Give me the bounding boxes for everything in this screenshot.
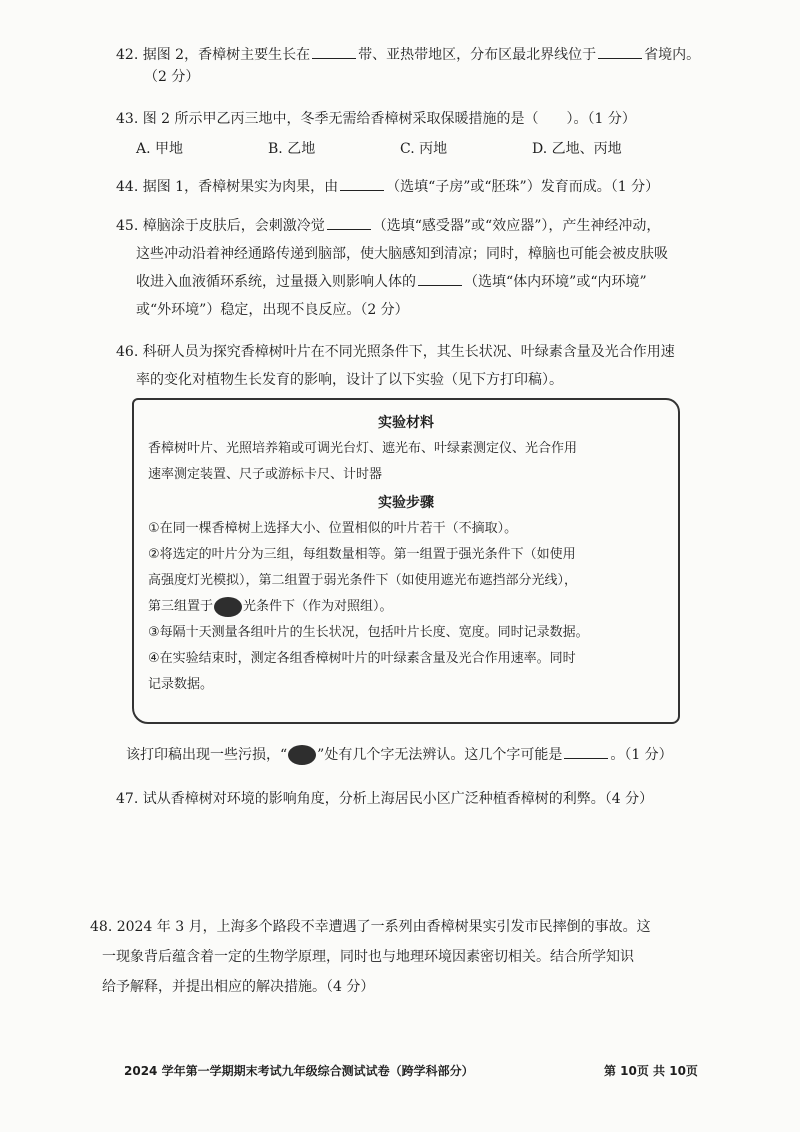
question-46 xyxy=(116,338,716,394)
q45-text-3a: 收进入血液循环系统，过量摄入则影响人体的 xyxy=(136,274,416,290)
step-2c-2: 光条件下（作为对照组）。 xyxy=(243,599,393,614)
q46-after-2: ”处有几个字无法辨认。这几个字可能是 xyxy=(317,747,563,763)
q42-blank-2[interactable] xyxy=(598,44,642,59)
q43-stem: 43. 图 2 所示甲乙丙三地中，冬季无需给香樟树采取保暖措施的是（ ）。（1 分） xyxy=(116,111,636,127)
q45-blank-1[interactable] xyxy=(327,215,371,230)
q48-text-2: 一现象背后蕴含着一定的生物学原理，同时也与地理环境因素密切相关。结合所学知识 xyxy=(102,949,634,965)
q42-score: （2 分） xyxy=(144,69,200,85)
q48-text-3: 给予解释，并提出相应的解决措施。（4 分） xyxy=(102,979,375,995)
q47-text: 47. 试从香樟树对环境的影响角度，分析上海居民小区广泛种植香樟树的利弊。（4 分） xyxy=(116,791,654,807)
step-4a: ④在实验结束时，测定各组香樟树叶片的叶绿素含量及光合作用速率。同时 xyxy=(148,651,576,666)
q45-text-1b: （选填“感受器”或“效应器”），产生神经冲动， xyxy=(372,218,661,234)
step-1: ①在同一棵香樟树上选择大小、位置相似的叶片若干（不摘取）。 xyxy=(148,521,518,536)
question-45 xyxy=(116,212,716,324)
question-42 xyxy=(116,44,716,88)
question-48 xyxy=(90,912,720,1002)
step-3: ③每隔十天测量各组叶片的生长状况，包括叶片长度、宽度。同时记录数据。 xyxy=(148,625,589,640)
q43-option-a[interactable]: A. 甲地 xyxy=(136,141,184,157)
question-47 xyxy=(116,788,716,810)
q44-blank[interactable] xyxy=(340,176,384,191)
question-43 xyxy=(116,108,716,160)
ink-stain-icon xyxy=(214,597,242,617)
q42-text-2: 带、亚热带地区，分布区最北界线位于 xyxy=(358,47,597,63)
q45-text-2: 这些冲动沿着神经通路传递到脑部，使大脑感知到清凉；同时，樟脑也可能会被皮肤吸 xyxy=(136,246,668,262)
q44-text-1: 44. 据图 1，香樟树果实为肉果，由 xyxy=(116,179,339,195)
step-2a: ②将选定的叶片分为三组，每组数量相等。第一组置于强光条件下（如使用 xyxy=(148,547,576,562)
step-2c-1: 第三组置于 xyxy=(148,599,214,614)
q45-text-1a: 45. 樟脑涂于皮肤后，会刺激冷觉 xyxy=(116,218,325,234)
q44-text-2: （选填“子房”或“胚珠”）发育而成。（1 分） xyxy=(386,179,660,195)
q43-options xyxy=(116,138,716,160)
q46-text-1: 46. 科研人员为探究香樟树叶片在不同光照条件下，其生长状况、叶绿素含量及光合作用速 xyxy=(116,344,675,360)
q45-text-3b: （选填“体内环境”或“内环境” xyxy=(464,274,647,290)
question-44 xyxy=(116,176,716,198)
q48-text-1: 48. 2024 年 3 月，上海多个路段不幸遭遇了一系列由香樟树果实引发市民摔倒的事故。这 xyxy=(90,919,651,935)
q42-blank-1[interactable] xyxy=(312,44,356,59)
q45-text-4: 或“外环境”）稳定，出现不良反应。（2 分） xyxy=(136,302,409,318)
materials-line-2: 速率测定装置、尺子或游标卡尺、计时器 xyxy=(148,467,383,482)
q42-text-3: 省境内。 xyxy=(644,47,701,63)
q46-blank[interactable] xyxy=(564,744,608,759)
q42-text-1: 42. 据图 2，香樟树主要生长在 xyxy=(116,47,311,63)
page-footer xyxy=(124,1062,724,1079)
materials-line-1: 香樟树叶片、光照培养箱或可调光台灯、遮光布、叶绿素测定仪、光合作用 xyxy=(148,441,578,456)
q43-option-b[interactable]: B. 乙地 xyxy=(268,141,316,157)
experiment-printout-box xyxy=(132,398,680,724)
q46-followup xyxy=(126,744,726,766)
q43-option-c[interactable]: C. 丙地 xyxy=(400,141,448,157)
steps-title: 实验步骤 xyxy=(378,495,434,511)
q45-blank-2[interactable] xyxy=(418,271,462,286)
step-2b: 高强度灯光模拟），第二组置于弱光条件下（如使用遮光布遮挡部分光线）， xyxy=(148,573,578,588)
ink-stain-icon-2 xyxy=(288,745,316,765)
q46-text-2: 率的变化对植物生长发育的影响，设计了以下实验（见下方打印稿）。 xyxy=(136,372,563,388)
step-4b: 记录数据。 xyxy=(148,677,214,692)
page-number: 第 10页 共 10页 xyxy=(604,1064,698,1078)
q46-after-1: 该打印稿出现一些污损，“ xyxy=(126,747,288,763)
q43-option-d[interactable]: D. 乙地、丙地 xyxy=(532,141,622,157)
exam-title: 2024 学年第一学期期末考试九年级综合测试试卷（跨学科部分） xyxy=(124,1064,474,1078)
q46-after-3: 。（1 分） xyxy=(610,747,673,763)
materials-title: 实验材料 xyxy=(378,415,434,431)
